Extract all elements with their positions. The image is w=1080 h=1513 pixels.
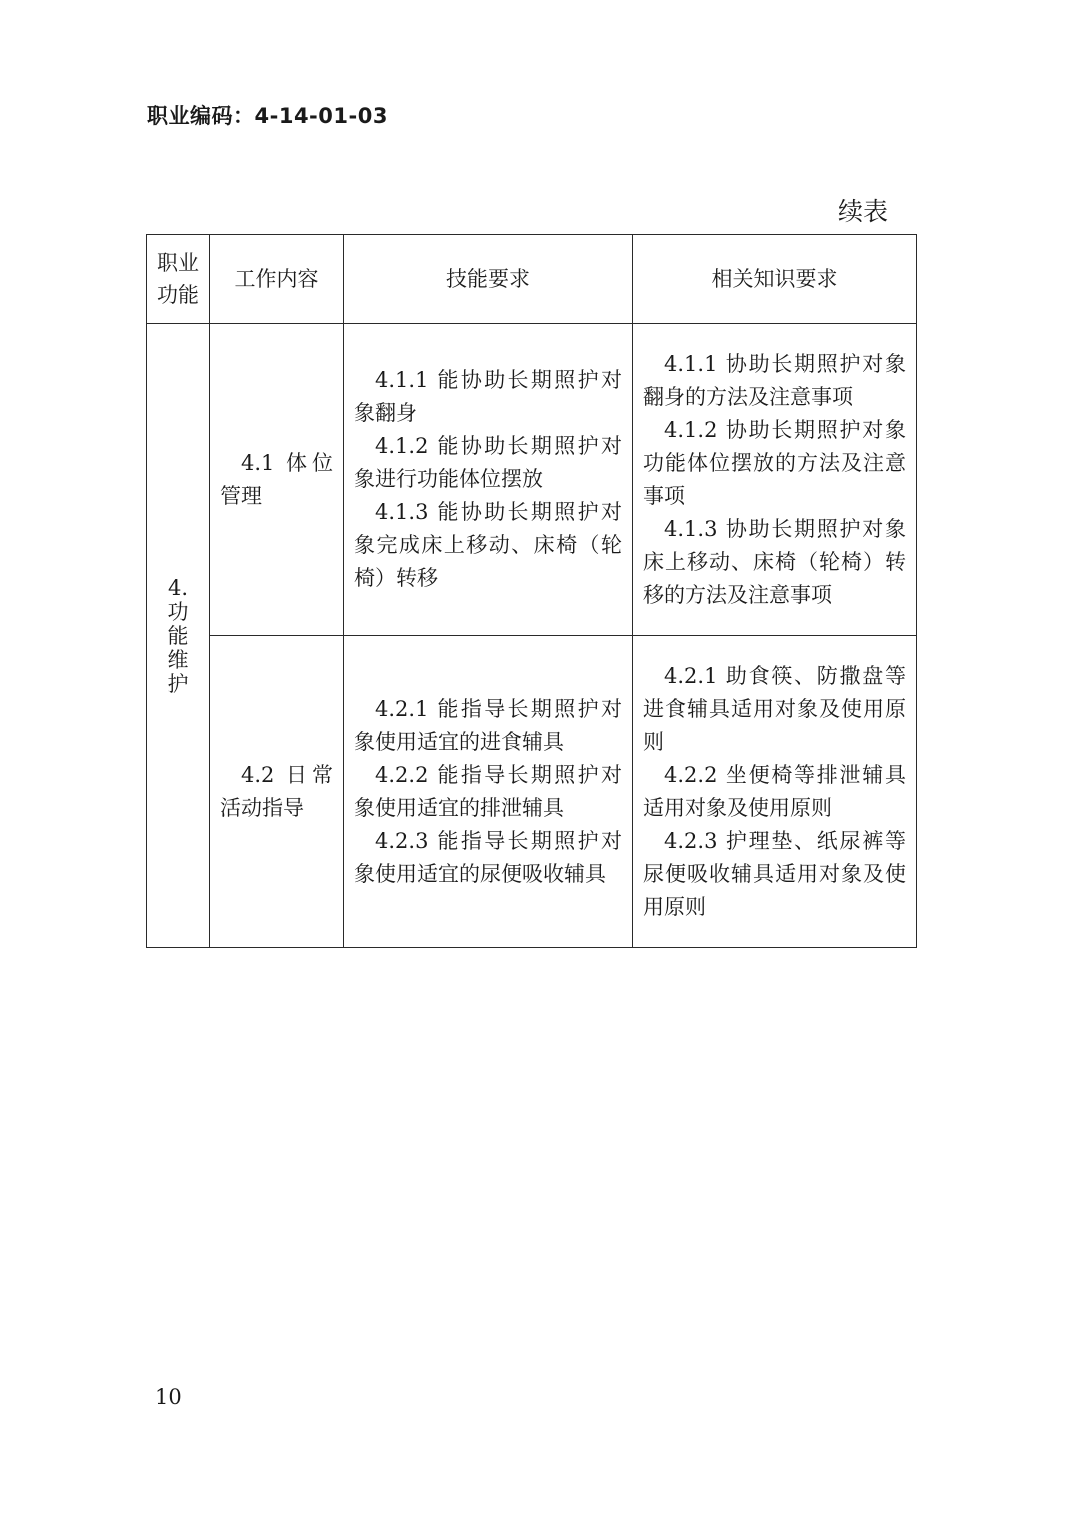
skill-item: 4.2.3 能指导长期照护对象使用适宜的尿便吸收辅具 [354,828,622,886]
skill-item: 4.2.1 能指导长期照护对象使用适宜的进食辅具 [354,696,622,754]
function-char: 4. [167,575,189,600]
page-number: 10 [155,1385,182,1409]
knowledge-cell [633,636,917,948]
knowledge-item: 4.2.2 坐便椅等排泄辅具适用对象及使用原则 [643,762,906,820]
header-function: 职业 功能 [147,235,210,324]
knowledge-item: 4.1.1 协助长期照护对象翻身的方法及注意事项 [643,351,906,409]
header-knowledge: 相关知识要求 [633,235,917,324]
table-row [147,636,917,948]
skills-cell [344,324,633,636]
skill-item: 4.1.1 能协助长期照护对象翻身 [354,368,622,425]
knowledge-item: 4.1.2 协助长期照护对象功能体位摆放的方法及注意事项 [643,417,906,508]
knowledge-item: 4.2.1 助食筷、防撒盘等进食辅具适用对象及使用原则 [643,663,906,754]
table-row [147,324,917,636]
skill-item: 4.2.2 能指导长期照护对象使用适宜的排泄辅具 [354,762,622,820]
function-char: 能 [167,623,189,648]
header-work-content: 工作内容 [210,235,344,324]
function-char: 维 [167,647,189,672]
function-char: 功 [167,599,189,624]
competency-table [146,234,917,948]
skill-item: 4.1.2 能协助长期照护对象进行功能体位摆放 [354,434,622,491]
table-header-row [147,235,917,324]
occupation-code: 职业编码：4-14-01-03 [147,104,388,128]
continuation-label: 续表 [838,197,889,226]
header-skills: 技能要求 [344,235,633,324]
knowledge-item: 4.1.3 协助长期照护对象床上移动、床椅（轮椅）转移的方法及注意事项 [643,516,906,607]
knowledge-item: 4.2.3 护理垫、纸尿裤等尿便吸收辅具适用对象及使用原则 [643,828,906,919]
function-char: 护 [167,671,189,696]
skill-item: 4.1.3 能协助长期照护对象完成床上移动、床椅（轮椅）转移 [354,500,622,590]
work-content-cell: 4.1 体位管理 [210,324,344,636]
work-content-cell: 4.2 日常活动指导 [210,636,344,948]
knowledge-cell [633,324,917,636]
function-cell [147,324,210,948]
skills-cell [344,636,633,948]
